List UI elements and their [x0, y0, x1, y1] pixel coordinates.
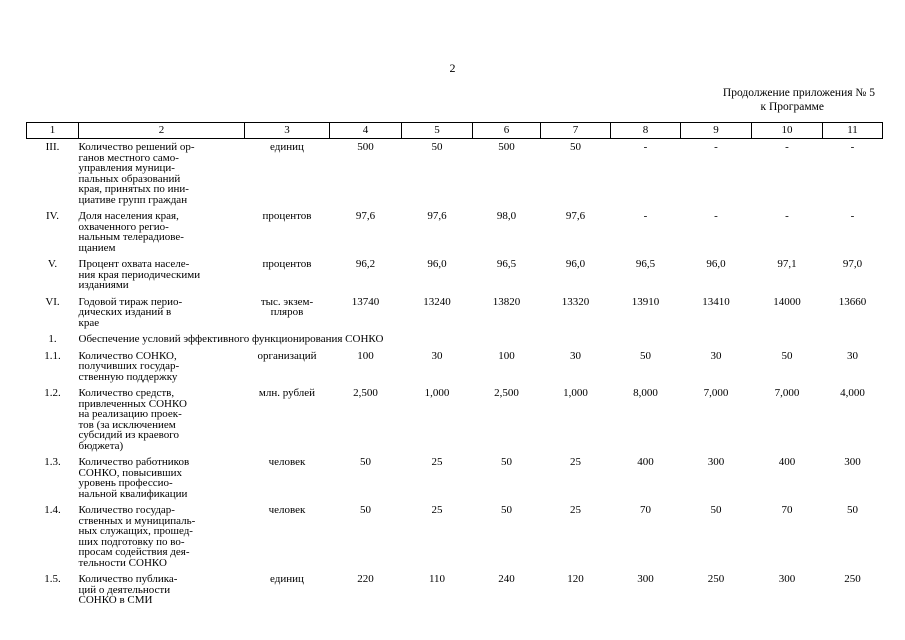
- table-row: [27, 502, 883, 571]
- value-cell: -: [785, 141, 789, 153]
- value-cell: 100: [357, 349, 374, 362]
- row-number: 1.: [48, 333, 57, 345]
- value-cell: 8,000: [633, 387, 658, 399]
- value-cell: -: [850, 210, 855, 222]
- unit-of-measure: процентов: [262, 210, 312, 222]
- header-cell-11: 11: [823, 123, 883, 139]
- value-cell: 110: [428, 573, 446, 585]
- row-number: III.: [45, 141, 60, 153]
- header-cell-2: 2: [79, 123, 245, 139]
- header-cell-8: 8: [611, 123, 681, 139]
- row-number: 1.3.: [44, 456, 61, 468]
- row-number: 1.2.: [44, 387, 61, 399]
- value-cell: 120: [567, 573, 584, 585]
- value-cell: 50: [360, 504, 371, 516]
- unit-of-measure: организаций: [257, 349, 317, 362]
- value-cell: 96,0: [565, 258, 586, 270]
- value-cell: 1,000: [424, 387, 450, 399]
- value-cell: 50: [640, 349, 651, 362]
- value-cell: -: [643, 141, 648, 153]
- section-title: Обеспечение условий эффективного функционирования СОНКО: [78, 333, 384, 345]
- table-row: [27, 139, 883, 209]
- indicator-name: Количество СОНКО, получивших государ- ственную поддержку: [78, 349, 180, 383]
- table-row: [27, 256, 883, 294]
- value-cell: 400: [637, 456, 654, 468]
- value-cell: 50: [360, 456, 371, 468]
- value-cell: 220: [357, 573, 374, 585]
- appendix-line-2: к Программе: [760, 101, 824, 113]
- value-cell: 14000: [773, 295, 801, 308]
- indicator-name: Процент охвата населе- ния края периодическими изданиями: [78, 258, 201, 291]
- table-row: [27, 385, 883, 454]
- unit-of-measure: человек: [268, 456, 306, 468]
- indicator-name: Доля населения края, охваченного регио- нальным телерадиове- щанием: [78, 210, 184, 254]
- value-cell: -: [850, 141, 855, 153]
- value-cell: 98,0: [496, 210, 517, 222]
- unit-of-measure: процентов: [262, 258, 312, 270]
- table-row: [27, 348, 883, 386]
- value-cell: 13820: [492, 295, 521, 308]
- value-cell: 70: [640, 504, 651, 516]
- value-cell: 50: [431, 141, 443, 153]
- value-cell: 1,000: [563, 387, 588, 399]
- value-cell: -: [714, 210, 718, 222]
- value-cell: 30: [570, 349, 581, 362]
- table-row: [27, 331, 883, 348]
- value-cell: 50: [781, 349, 793, 362]
- value-cell: 30: [431, 349, 443, 362]
- table-row: [27, 454, 883, 502]
- value-cell: -: [785, 210, 789, 222]
- value-cell: 96,5: [496, 258, 517, 270]
- indicator-name: Количество решений ор- ганов местного само- управления муници- пальных образований края, принятых по ини- циативе групп граждан: [78, 141, 195, 206]
- value-cell: 400: [778, 456, 796, 468]
- value-cell: 13240: [423, 295, 451, 308]
- value-cell: 4,000: [840, 387, 865, 399]
- value-cell: 13410: [702, 295, 730, 308]
- value-cell: 50: [847, 504, 858, 516]
- value-cell: 500: [498, 141, 515, 153]
- header-cell-7: 7: [541, 123, 611, 139]
- header-cell-1: 1: [27, 123, 79, 139]
- value-cell: 13740: [351, 295, 380, 308]
- value-cell: 300: [637, 573, 654, 585]
- row-number: V.: [47, 258, 58, 270]
- row-number: 1.1.: [44, 349, 61, 362]
- indicators-table: [26, 122, 883, 609]
- indicator-name: Количество публика- ций о деятельности СОНКО в СМИ: [78, 573, 178, 606]
- unit-of-measure: человек: [268, 504, 306, 516]
- table-row: [27, 208, 883, 256]
- value-cell: 13660: [838, 295, 867, 308]
- value-cell: 250: [707, 573, 725, 585]
- value-cell: 25: [570, 456, 581, 468]
- value-cell: 13320: [561, 295, 590, 308]
- row-number: IV.: [46, 210, 59, 222]
- value-cell: 13910: [631, 295, 660, 308]
- appendix-caption: [640, 86, 875, 114]
- table-header-row: [27, 123, 883, 139]
- value-cell: 30: [847, 349, 858, 362]
- value-cell: 25: [570, 504, 581, 516]
- value-cell: 240: [498, 573, 515, 585]
- row-number: 1.4.: [44, 504, 61, 516]
- table-row: [27, 294, 883, 332]
- unit-of-measure: тыс. экзем- пляров: [260, 295, 314, 318]
- value-cell: 25: [431, 456, 443, 468]
- unit-of-measure: единиц: [270, 141, 304, 153]
- value-cell: 2,500: [353, 387, 378, 399]
- value-cell: 97,6: [355, 210, 376, 222]
- value-cell: 50: [570, 141, 581, 153]
- unit-of-measure: млн. рублей: [258, 387, 316, 399]
- value-cell: 97,6: [565, 210, 586, 222]
- value-cell: 30: [710, 349, 722, 362]
- row-number: VI.: [45, 295, 60, 308]
- value-cell: 50: [501, 504, 512, 516]
- value-cell: 96,5: [635, 258, 656, 270]
- indicator-name: Количество работников СОНКО, повысивших уровень профессио- нальной квалификации: [78, 456, 190, 500]
- value-cell: 97,0: [842, 258, 863, 270]
- value-cell: 97,1: [777, 258, 797, 270]
- table-body: [27, 139, 883, 609]
- header-cell-3: 3: [245, 123, 330, 139]
- value-cell: 300: [778, 573, 796, 585]
- table-row: [27, 571, 883, 609]
- appendix-line-1: Продолжение приложения № 5: [722, 87, 875, 99]
- value-cell: 100: [498, 349, 515, 362]
- indicator-name: Количество государ- ственных и муниципаль- ных служащих, прошед- ших подготовку по во- просам содействия дея- тельности СОНКО: [78, 504, 196, 569]
- value-cell: 96,0: [427, 258, 447, 270]
- header-cell-6: 6: [473, 123, 541, 139]
- value-cell: 50: [501, 456, 512, 468]
- value-cell: 7,000: [703, 387, 729, 399]
- value-cell: 97,6: [427, 210, 447, 222]
- value-cell: 96,2: [355, 258, 376, 270]
- indicator-name: Количество средств, привлеченных СОНКО на реализацию проек- тов (за исключением субсидий из краевого бюджета): [78, 387, 187, 452]
- row-number: 1.5.: [44, 573, 61, 585]
- unit-of-measure: единиц: [270, 573, 304, 585]
- value-cell: -: [643, 210, 648, 222]
- value-cell: 300: [844, 456, 861, 468]
- value-cell: 300: [707, 456, 725, 468]
- value-cell: 7,000: [774, 387, 800, 399]
- header-cell-9: 9: [681, 123, 752, 139]
- header-cell-5: 5: [402, 123, 473, 139]
- value-cell: 500: [357, 141, 374, 153]
- value-cell: 25: [431, 504, 443, 516]
- value-cell: 96,0: [706, 258, 726, 270]
- value-cell: 50: [710, 504, 722, 516]
- header-cell-4: 4: [330, 123, 402, 139]
- page-number: 2: [449, 61, 456, 75]
- value-cell: 70: [781, 504, 793, 516]
- indicator-name: Годовой тираж перио- дических изданий в крае: [78, 295, 183, 329]
- header-cell-10: 10: [752, 123, 823, 139]
- value-cell: 2,500: [494, 387, 519, 399]
- value-cell: -: [714, 141, 718, 153]
- value-cell: 250: [844, 573, 861, 585]
